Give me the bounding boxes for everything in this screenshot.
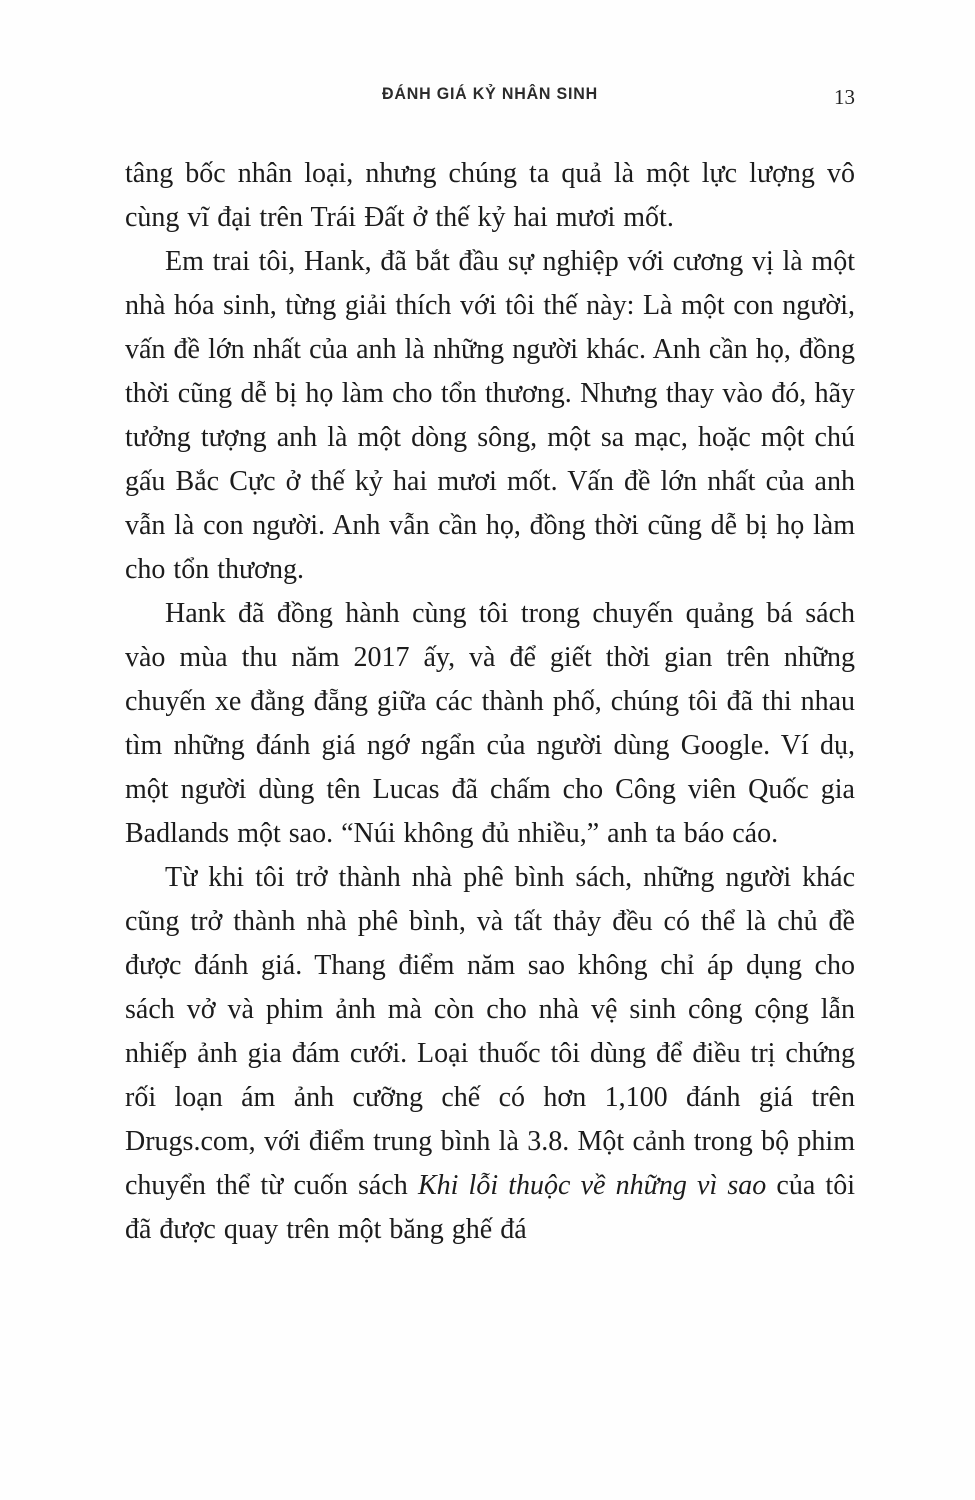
text-run: Hank đã đồng hành cùng tôi trong chuyến quảng bá sách vào mùa thu năm 2017 ấy, và để giết thời gian trên những chuyến xe đằng đẵng giữa các thành phố, chúng tôi đã thi nhau tìm những đánh giá ngớ ngẩn của người dùng Google. Ví dụ, một người dùng tên Lucas đã chấm cho Công viên Quốc gia Badlands một sao. “Núi không đủ nhiều,” anh ta báo cáo.	[125, 598, 855, 849]
page-number: 13	[834, 85, 855, 109]
paragraph	[125, 152, 855, 240]
page-header	[125, 86, 855, 110]
italic-book-title: Khi lỗi thuộc về những vì sao	[417, 1170, 767, 1201]
text-run: Từ khi tôi trở thành nhà phê bình sách, những người khác cũng trở thành nhà phê bình, và tất thảy đều có thể là chủ đề được đánh giá. Thang điểm năm sao không chỉ áp dụng cho sách vở và phim ảnh mà còn cho nhà vệ sinh công cộng lẫn nhiếp ảnh gia đám cưới. Loại thuốc tôi dùng để điều trị chứng rối loạn ám ảnh cưỡng chế có hơn 1,100 đánh giá trên Drugs.com, với điểm trung bình là 3.8. Một cảnh trong bộ phim chuyển thể từ cuốn sách	[125, 862, 855, 1201]
paragraph	[125, 592, 855, 856]
body-text	[125, 152, 855, 1252]
paragraph	[125, 240, 855, 592]
text-run: của tôi đã được quay trên một băng ghế đá	[125, 1170, 855, 1245]
paragraph	[125, 856, 855, 1252]
text-run: tâng bốc nhân loại, nhưng chúng ta quả là một lực lượng vô cùng vĩ đại trên Trái Đất ở thế kỷ hai mươi mốt.	[125, 158, 855, 233]
running-head-title: ĐÁNH GIÁ KỶ NHÂN SINH	[382, 85, 598, 104]
text-run: Em trai tôi, Hank, đã bắt đầu sự nghiệp với cương vị là một nhà hóa sinh, từng giải thích với tôi thế này: Là một con người, vấn đề lớn nhất của anh là những người khác. Anh cần họ, đồng thời cũng dễ bị họ làm cho tổn thương. Nhưng thay vào đó, hãy tưởng tượng anh là một dòng sông, một sa mạc, hoặc một chú gấu Bắc Cực ở thế kỷ hai mươi mốt. Vấn đề lớn nhất của anh vẫn là con người. Anh vẫn cần họ, đồng thời cũng dễ bị họ làm cho tổn thương.	[125, 246, 855, 585]
